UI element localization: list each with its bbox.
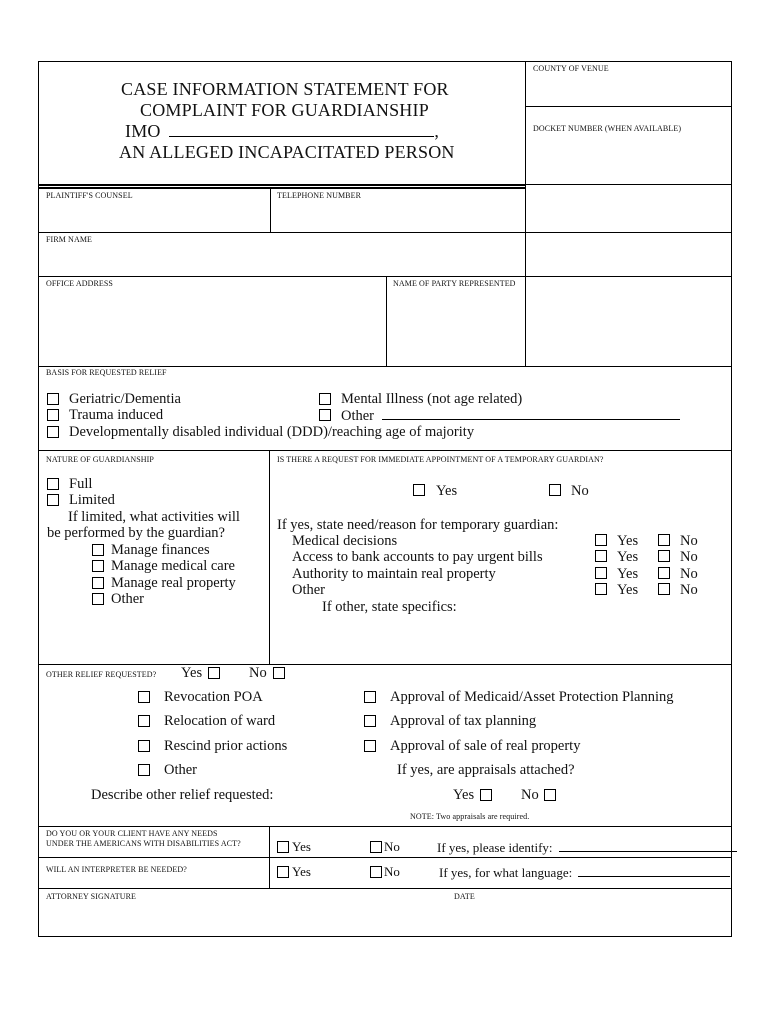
- ada-label-line-2: UNDER THE AMERICANS WITH DISABILITIES ACT?: [46, 839, 241, 848]
- temp-item-medical: Medical decisions: [292, 533, 398, 549]
- temp-item-bank: Access to bank accounts to pay urgent bills: [292, 549, 543, 565]
- temp-bank-yes-label: Yes: [617, 549, 639, 565]
- temp-yes-label: Yes: [436, 483, 458, 499]
- ada-label-line-1: DO YOU OR YOUR CLIENT HAVE ANY NEEDS: [46, 829, 218, 838]
- nature-other-checkbox[interactable]: [92, 593, 104, 605]
- telephone-number-field[interactable]: [271, 201, 524, 231]
- relocation-label: Relocation of ward: [164, 713, 276, 729]
- plaintiffs-counsel-label: PLAINTIFF'S COUNSEL: [46, 191, 133, 200]
- temp-property-yes-checkbox[interactable]: [595, 567, 607, 579]
- telephone-number-label: TELEPHONE NUMBER: [277, 191, 362, 200]
- interpreter-no-label: No: [384, 864, 400, 879]
- geriatric-checkbox[interactable]: [47, 393, 59, 405]
- manage-finances-checkbox[interactable]: [92, 544, 104, 556]
- other-relief-other-checkbox[interactable]: [138, 764, 150, 776]
- date-label: DATE: [454, 892, 475, 901]
- medicaid-checkbox[interactable]: [364, 691, 376, 703]
- firm-name-field[interactable]: [40, 245, 524, 275]
- temp-other-yes-checkbox[interactable]: [595, 583, 607, 595]
- imo-name-field[interactable]: [169, 124, 434, 137]
- medicaid-label: Approval of Medicaid/Asset Protection Planning: [390, 689, 674, 705]
- temp-property-yes-label: Yes: [617, 566, 639, 582]
- other-relief-no-label: No: [249, 665, 267, 681]
- temp-bank-no-checkbox[interactable]: [658, 550, 670, 562]
- party-represented-field[interactable]: [388, 289, 731, 365]
- interpreter-language-label: If yes, for what language:: [439, 864, 730, 881]
- appraisals-no-checkbox[interactable]: [544, 789, 556, 801]
- title-line-2: COMPLAINT FOR GUARDIANSHIP: [140, 100, 429, 120]
- manage-property-checkbox[interactable]: [92, 577, 104, 589]
- title-comma: ,: [434, 121, 440, 141]
- other-relief-other-label: Other: [164, 762, 198, 778]
- trauma-label: Trauma induced: [69, 407, 164, 423]
- temporary-guardian-label: IS THERE A REQUEST FOR IMMEDIATE APPOINTMENT OF A TEMPORARY GUARDIAN?: [277, 455, 604, 464]
- appraisals-yes-checkbox[interactable]: [480, 789, 492, 801]
- basis-label: BASIS FOR REQUESTED RELIEF: [46, 368, 167, 377]
- manage-property-label: Manage real property: [111, 575, 236, 591]
- revocation-label: Revocation POA: [164, 689, 263, 705]
- temp-other-no-label: No: [680, 582, 698, 598]
- limited-question-line-2: be performed by the guardian?: [47, 525, 225, 541]
- ddd-checkbox[interactable]: [47, 426, 59, 438]
- interpreter-language-field[interactable]: [578, 864, 730, 877]
- interpreter-yes-label: Yes: [292, 864, 311, 879]
- sale-property-label: Approval of sale of real property: [390, 738, 581, 754]
- limited-checkbox[interactable]: [47, 494, 59, 506]
- appraisals-no-label: No: [521, 787, 539, 803]
- interpreter-yes-checkbox[interactable]: [277, 866, 289, 878]
- ada-identify-field[interactable]: [559, 839, 737, 852]
- imo-label: IMO: [125, 121, 161, 141]
- full-label: Full: [69, 476, 93, 492]
- title-line-4: AN ALLEGED INCAPACITATED PERSON: [119, 142, 455, 162]
- describe-relief-label: Describe other relief requested:: [91, 787, 274, 803]
- office-address-field[interactable]: [40, 289, 384, 365]
- appraisals-question: If yes, are appraisals attached?: [397, 762, 575, 778]
- temp-item-property: Authority to maintain real property: [292, 566, 496, 582]
- plaintiffs-counsel-field[interactable]: [40, 201, 269, 231]
- firm-name-label: FIRM NAME: [46, 235, 93, 244]
- temp-property-no-checkbox[interactable]: [658, 567, 670, 579]
- docket-number-label: DOCKET NUMBER (WHEN AVAILABLE): [533, 124, 682, 133]
- ada-no-label: No: [384, 839, 400, 854]
- guardianship-form: [38, 61, 732, 937]
- temp-property-no-label: No: [680, 566, 698, 582]
- temp-yes-checkbox[interactable]: [413, 484, 425, 496]
- basis-other-label: Other: [341, 407, 680, 424]
- office-address-label: OFFICE ADDRESS: [46, 279, 113, 288]
- manage-medical-checkbox[interactable]: [92, 560, 104, 572]
- interpreter-no-checkbox[interactable]: [370, 866, 382, 878]
- temp-medical-no-label: No: [680, 533, 698, 549]
- temp-bank-no-label: No: [680, 549, 698, 565]
- appraisals-yes-label: Yes: [453, 787, 475, 803]
- temp-other-yes-label: Yes: [617, 582, 639, 598]
- attorney-signature-field[interactable]: [40, 902, 440, 935]
- ada-yes-label: Yes: [292, 839, 311, 854]
- limited-label: Limited: [69, 492, 115, 508]
- interpreter-label: WILL AN INTERPRETER BE NEEDED?: [46, 865, 187, 874]
- limited-question-line-1: If limited, what activities will: [68, 509, 240, 525]
- attorney-signature-label: ATTORNEY SIGNATURE: [46, 892, 137, 901]
- manage-medical-label: Manage medical care: [111, 558, 235, 574]
- date-field[interactable]: [449, 902, 731, 935]
- tax-planning-label: Approval of tax planning: [390, 713, 537, 729]
- ddd-label: Developmentally disabled individual (DDD)/reaching age of majority: [69, 424, 475, 440]
- temp-no-checkbox[interactable]: [549, 484, 561, 496]
- temp-other-no-checkbox[interactable]: [658, 583, 670, 595]
- county-of-venue-label: COUNTY OF VENUE: [533, 64, 609, 73]
- other-relief-no-checkbox[interactable]: [273, 667, 285, 679]
- mental-illness-checkbox[interactable]: [319, 393, 331, 405]
- temp-bank-yes-checkbox[interactable]: [595, 550, 607, 562]
- manage-finances-label: Manage finances: [111, 542, 210, 558]
- temp-need-label: If yes, state need/reason for temporary guardian:: [277, 517, 559, 533]
- other-relief-yes-label: Yes: [181, 665, 203, 681]
- basis-other-checkbox[interactable]: [319, 409, 331, 421]
- title-line-3: [125, 121, 439, 142]
- other-relief-label: OTHER RELIEF REQUESTED?: [46, 670, 157, 679]
- full-checkbox[interactable]: [47, 478, 59, 490]
- title-line-1: CASE INFORMATION STATEMENT FOR: [121, 79, 449, 99]
- nature-of-guardianship-label: NATURE OF GUARDIANSHIP: [46, 455, 154, 464]
- rescind-label: Rescind prior actions: [164, 738, 288, 754]
- temp-specifics-field[interactable]: [277, 617, 727, 661]
- revocation-checkbox[interactable]: [138, 691, 150, 703]
- other-relief-yes-checkbox[interactable]: [208, 667, 220, 679]
- ada-no-checkbox[interactable]: [370, 841, 382, 853]
- temp-specifics-label: If other, state specifics:: [322, 599, 457, 615]
- nature-other-label: Other: [111, 591, 145, 607]
- sale-property-checkbox[interactable]: [364, 740, 376, 752]
- geriatric-label: Geriatric/Dementia: [69, 391, 181, 407]
- basis-other-field[interactable]: [382, 407, 680, 420]
- temp-item-other: Other: [292, 582, 326, 598]
- ada-identify-label: If yes, please identify:: [437, 839, 737, 856]
- mental-illness-label: Mental Illness (not age related): [341, 391, 523, 407]
- temp-no-label: No: [571, 483, 589, 499]
- appraisals-note: NOTE: Two appraisals are required.: [410, 812, 530, 821]
- temp-medical-yes-label: Yes: [617, 533, 639, 549]
- temp-medical-no-checkbox[interactable]: [658, 534, 670, 546]
- docket-number-field[interactable]: [526, 134, 731, 183]
- relocation-checkbox[interactable]: [138, 715, 150, 727]
- temp-medical-yes-checkbox[interactable]: [595, 534, 607, 546]
- ada-yes-checkbox[interactable]: [277, 841, 289, 853]
- party-represented-label: NAME OF PARTY REPRESENTED: [393, 279, 516, 288]
- rescind-checkbox[interactable]: [138, 740, 150, 752]
- county-of-venue-field[interactable]: [526, 74, 731, 105]
- trauma-checkbox[interactable]: [47, 409, 59, 421]
- tax-planning-checkbox[interactable]: [364, 715, 376, 727]
